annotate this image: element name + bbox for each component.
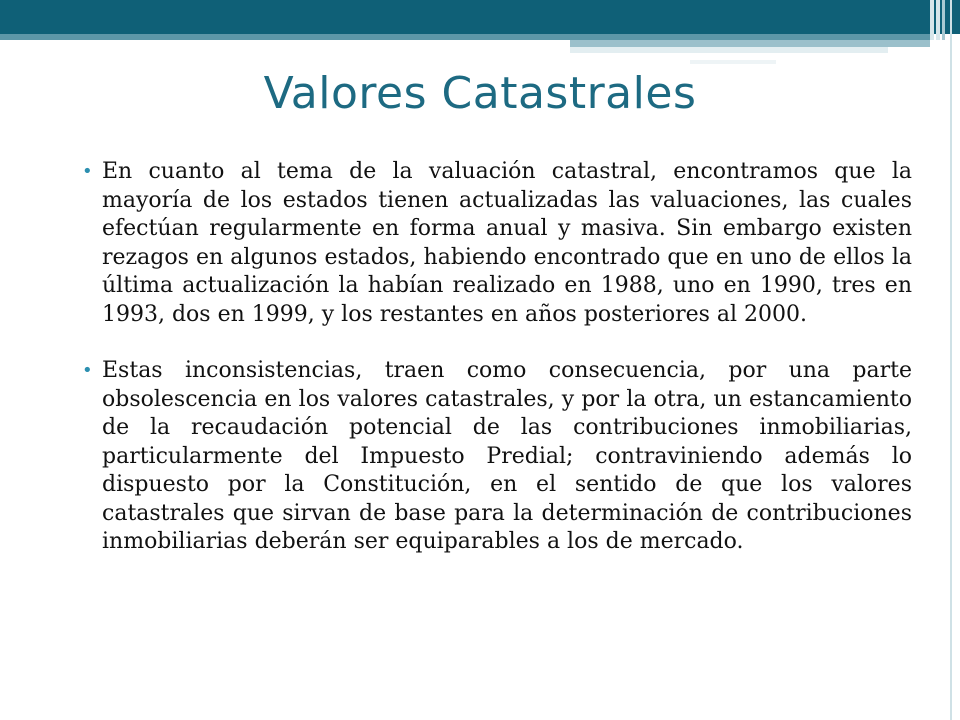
bullet-icon: • <box>82 360 93 381</box>
header-accent-bar <box>930 0 934 40</box>
header-band <box>0 0 960 34</box>
header-accent-bar <box>942 0 945 40</box>
bullet-text: Estas inconsistencias, traen como consecuencia, por una parte obsolescencia en los valores catastrales, y por la otra, un estancamiento de la recaudación potencial de las contribuciones inmobiliarias, particularmente del Impuesto Predial; contraviniendo además lo dispuesto por la Constitución, en el sentido de que los valores catastrales que sirvan de base para la determinación de contribuciones inmobiliarias deberán ser equiparables a los de mercado. <box>102 358 912 554</box>
header-stripe <box>690 60 776 64</box>
bullet-text: En cuanto al tema de la valuación catastral, encontramos que la mayoría de los estados tienen actualizadas las valuaciones, las cuales efectúan regularmente en forma anual y masiva. Sin embargo existen rezagos en algunos estados, habiendo encontrado que en uno de ellos la última actualización la habían realizado en 1988, uno en 1990, tres en 1993, dos en 1999, y los restantes en años posteriores al 2000. <box>102 159 912 327</box>
header-stripe <box>570 47 888 53</box>
header-stripe <box>570 40 930 47</box>
bullet-icon: • <box>82 161 93 182</box>
bullet-item <box>82 158 912 329</box>
slide-title: Valores Catastrales <box>263 68 697 119</box>
header-accent-bar <box>936 0 940 40</box>
bullet-item <box>82 357 912 557</box>
bullet-list <box>82 158 912 585</box>
